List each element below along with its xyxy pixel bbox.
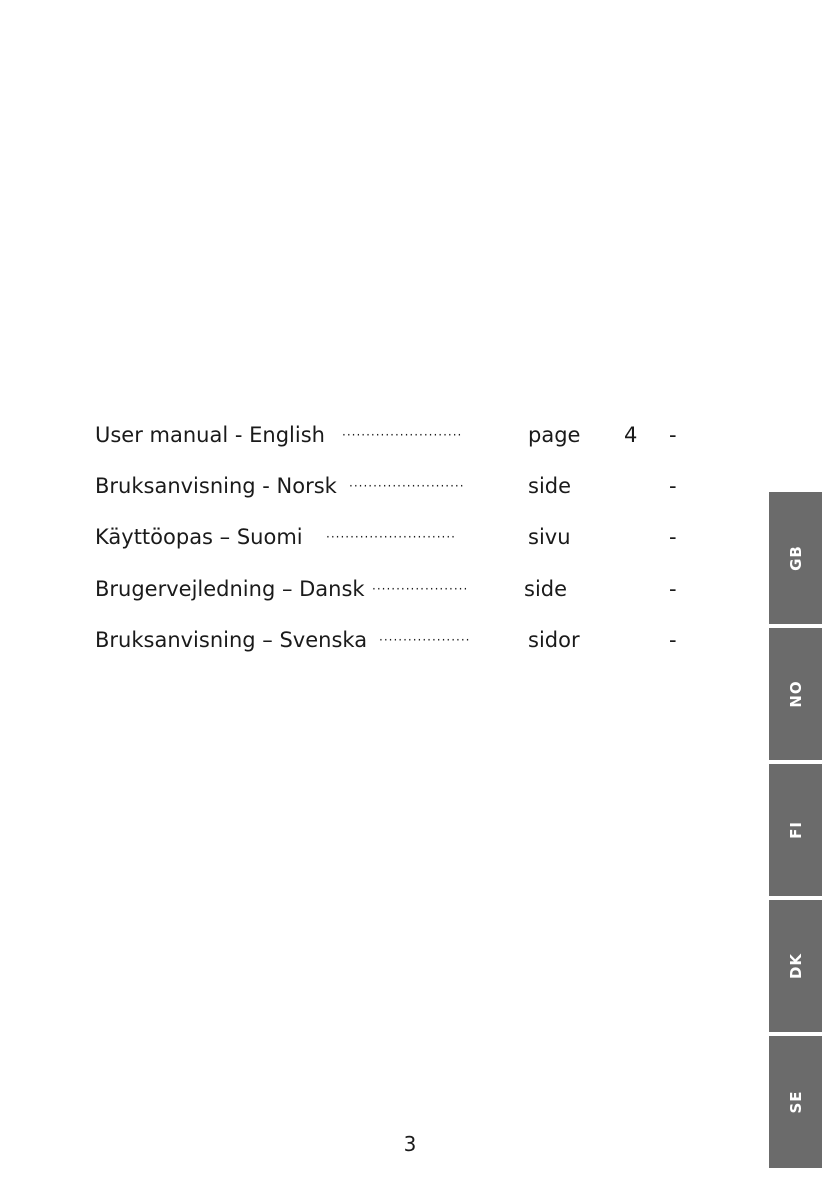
tab-dk[interactable] xyxy=(769,900,822,1032)
toc-title: Bruksanvisning - Norsk xyxy=(95,474,337,498)
tab-fi[interactable] xyxy=(769,764,822,896)
toc-dash: - xyxy=(669,474,677,498)
toc-dash: - xyxy=(669,577,677,601)
toc-title: Käyttöopas – Suomi xyxy=(95,525,303,549)
tab-label: DK xyxy=(786,952,805,980)
toc-dash: - xyxy=(669,423,677,447)
toc-page-label: sivu xyxy=(528,525,571,549)
toc-dash: - xyxy=(669,628,677,652)
tab-label: SE xyxy=(786,1090,805,1114)
toc-leader-dots: ···················· xyxy=(372,582,469,596)
page-number: 3 xyxy=(403,1132,417,1156)
toc-row-suomi[interactable] xyxy=(0,522,700,552)
toc-title: Brugervejledning – Dansk xyxy=(95,577,365,601)
toc-page-label: side xyxy=(528,474,572,498)
toc-page-label: side xyxy=(524,577,568,601)
toc-leader-dots: ··················· xyxy=(379,633,471,647)
toc-page-label: page xyxy=(528,423,581,447)
toc-leader-dots: ························ xyxy=(349,479,465,493)
toc-title: User manual - English xyxy=(95,423,325,447)
toc-leader-dots: ··························· xyxy=(326,530,456,544)
toc-page-label: sidor xyxy=(528,628,580,652)
toc-page-number: 4 xyxy=(624,423,638,447)
toc-leader-dots: ························· xyxy=(342,428,463,442)
toc-row-svenska[interactable] xyxy=(0,625,700,655)
tab-label: GB xyxy=(786,545,805,571)
toc-row-dansk[interactable] xyxy=(0,574,700,604)
toc-row-norsk[interactable] xyxy=(0,471,700,501)
toc-row-english[interactable] xyxy=(0,420,700,450)
toc-dash: - xyxy=(669,525,677,549)
tab-gb[interactable] xyxy=(769,492,822,624)
tab-no[interactable] xyxy=(769,628,822,760)
toc-title: Bruksanvisning – Svenska xyxy=(95,628,368,652)
tab-label: FI xyxy=(786,821,805,839)
tab-label: NO xyxy=(786,680,805,708)
